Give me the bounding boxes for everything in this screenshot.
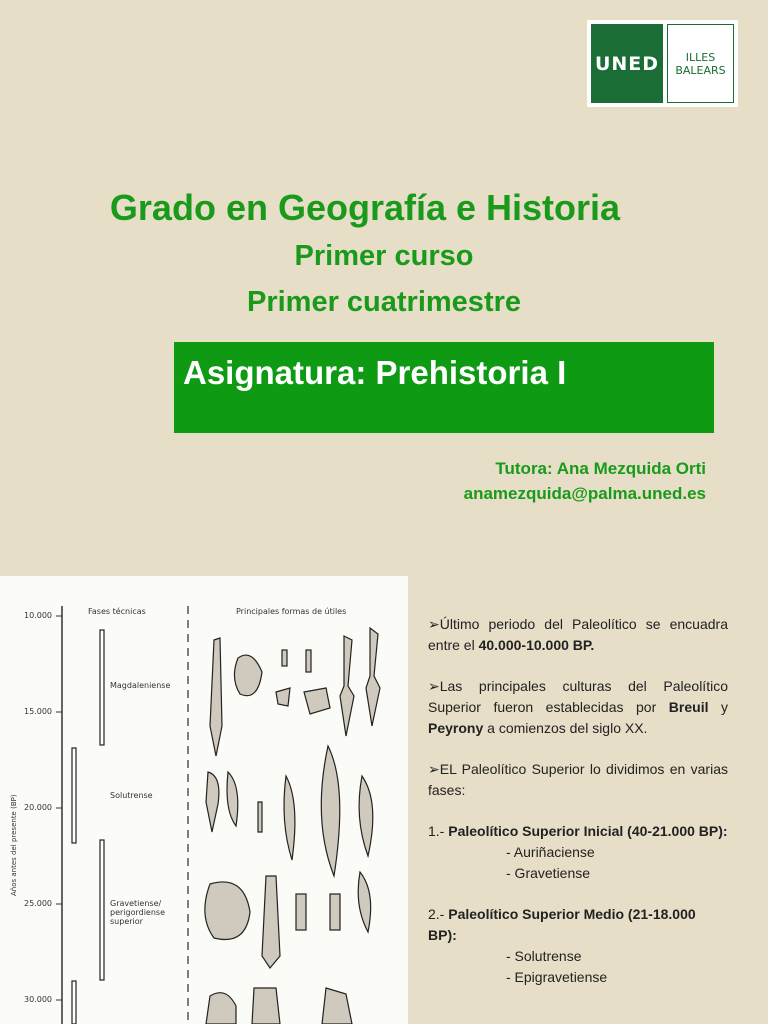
- section-initial: [428, 821, 728, 842]
- p2-text: ➢Las principales culturas del Paleolítico Superior fueron establecidas por: [428, 678, 728, 715]
- degree-title: Grado en Geografía e Historia: [109, 187, 621, 228]
- blade-drawing: [262, 876, 280, 968]
- blade-drawing: [258, 802, 262, 832]
- logo-region-line1: ILLES: [685, 50, 716, 64]
- subject-title: Asignatura: Prehistoria I: [183, 354, 567, 391]
- logo-region-line2: BALEARS: [675, 63, 726, 77]
- logo-uned-block: UNED: [591, 24, 663, 103]
- p1-text: ➢Último periodo del Paleolítico se encuadra entre el: [428, 616, 728, 653]
- tool-drawing: [206, 993, 236, 1024]
- tool-drawing: [252, 988, 280, 1024]
- scraper-drawing: [234, 655, 262, 696]
- point-drawing: [227, 772, 238, 826]
- leaf-point-drawing: [321, 746, 340, 876]
- bone-point-drawing: [210, 638, 222, 756]
- phase-gravettian-2: perigordiense: [110, 908, 166, 917]
- s1-title: Paleolítico Superior Inicial (40-21.000 BP):: [448, 823, 728, 839]
- burin-drawing: [296, 894, 306, 930]
- p2-conj: y: [708, 699, 729, 715]
- tick-label: 25.000: [24, 899, 52, 908]
- harpoon-drawing: [366, 628, 380, 726]
- point-drawing: [358, 872, 370, 932]
- list-item: - Solutrense: [506, 948, 582, 964]
- paragraph-period: [428, 614, 728, 656]
- paleolithic-chronology-figure: [0, 576, 408, 1024]
- content-text: [428, 614, 728, 988]
- bladelet-drawing: [306, 650, 311, 672]
- phase-gravettian-1: Gravetiense/: [110, 899, 162, 908]
- list-item: - Auriñaciense: [506, 844, 595, 860]
- tick-label: 10.000: [24, 611, 52, 620]
- phase-magdalenian: Magdaleniense: [110, 681, 171, 690]
- axis-label: Años antes del presente (BP): [10, 794, 18, 896]
- phase-bar: [100, 630, 104, 745]
- leaf-point-drawing: [359, 776, 373, 856]
- phase-bar: [72, 981, 76, 1024]
- tick-label: 15.000: [24, 707, 52, 716]
- p2-peyrony: Peyrony: [428, 720, 484, 736]
- tutor-email[interactable]: anamezquida@palma.uned.es: [463, 484, 706, 503]
- p2-post: a comienzos del siglo XX.: [483, 720, 648, 736]
- logo-region-block: [667, 24, 734, 103]
- list-item: - Epigravetiense: [506, 969, 608, 985]
- chronology-illustration: [0, 576, 408, 1024]
- tool-drawing: [322, 988, 352, 1024]
- s1-num: 1.-: [428, 823, 449, 839]
- leaf-point-drawing: [284, 776, 295, 860]
- phase-solutrean: Solutrense: [110, 791, 153, 800]
- subject-banner: [174, 342, 714, 433]
- tick-label: 20.000: [24, 803, 52, 812]
- course-title: Primer curso: [294, 240, 474, 272]
- paragraph-phases: ➢EL Paleolítico Superior lo dividimos en varias fases:: [428, 761, 728, 798]
- phase-gravettian-3: superior: [110, 917, 143, 926]
- harpoon-drawing: [340, 636, 354, 736]
- flake-drawing: [276, 688, 290, 706]
- col-header-phases: Fases técnicas: [88, 607, 146, 616]
- p1-bold: 40.000-10.000 BP.: [478, 637, 595, 653]
- bladelet-drawing: [282, 650, 287, 666]
- flake-drawing: [304, 688, 330, 714]
- tutor-name: Tutora: Ana Mezquida Orti: [495, 459, 706, 478]
- term-title: Primer cuatrimestre: [246, 286, 522, 318]
- p2-breuil: Breuil: [668, 699, 709, 715]
- phase-bar: [72, 748, 76, 843]
- section-middle: [428, 904, 728, 946]
- list-item: - Gravetiense: [506, 865, 591, 881]
- core-drawing: [205, 882, 250, 940]
- uned-logo: [587, 20, 738, 107]
- paragraph-cultures: [428, 676, 728, 739]
- s2-title: Paleolítico Superior Medio (21-18.000 BP):: [428, 906, 696, 943]
- point-drawing: [206, 772, 219, 832]
- col-header-tools: Principales formas de útiles: [236, 607, 347, 616]
- burin-drawing: [330, 894, 340, 930]
- s2-num: 2.-: [428, 906, 449, 922]
- phase-bar: [100, 840, 104, 980]
- tick-label: 30.000: [24, 995, 52, 1004]
